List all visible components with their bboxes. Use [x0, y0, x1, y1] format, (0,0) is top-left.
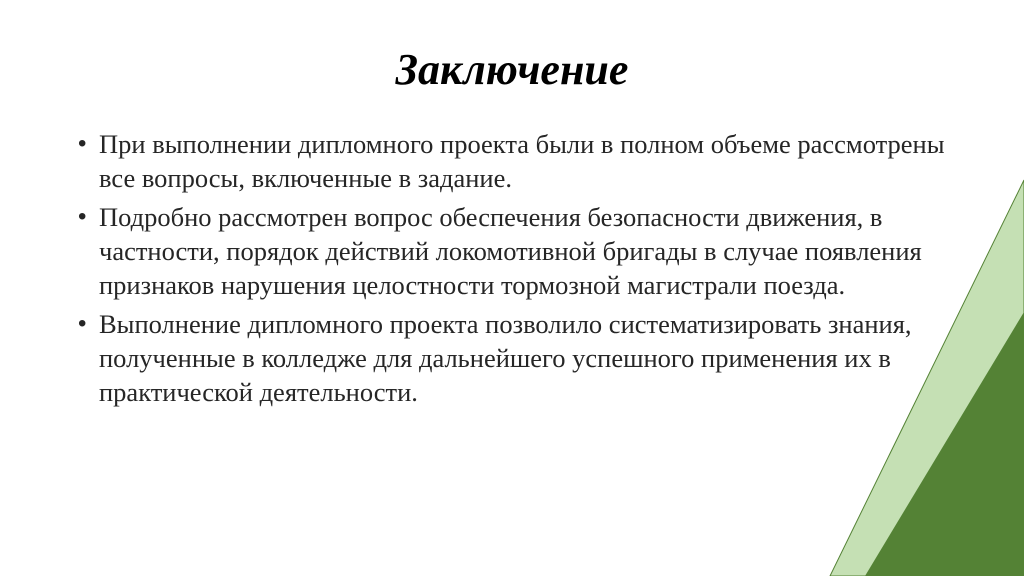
slide-title: Заключение	[395, 45, 629, 94]
bullet-marker: •	[78, 310, 87, 337]
bullet-text: При выполнении дипломного проекта были в полном объеме рассмотрены все вопросы, включенные в задание.	[99, 129, 945, 193]
bullet-text: Выполнение дипломного проекта позволило систематизировать знания, полученные в колледже для дальнейшего успешного применения их в практической деятельности.	[99, 309, 912, 407]
bullet-item	[78, 307, 948, 409]
bullet-list	[78, 127, 948, 414]
bullet-marker: •	[78, 203, 87, 230]
bullet-marker: •	[78, 130, 87, 157]
bullet-text: Подробно рассмотрен вопрос обеспечения безопасности движения, в частности, порядок действий локомотивной бригады в случае появления признаков нарушения целостности тормозной магистрали поезда.	[99, 202, 922, 300]
bullet-item	[78, 200, 948, 302]
bullet-item	[78, 127, 948, 195]
